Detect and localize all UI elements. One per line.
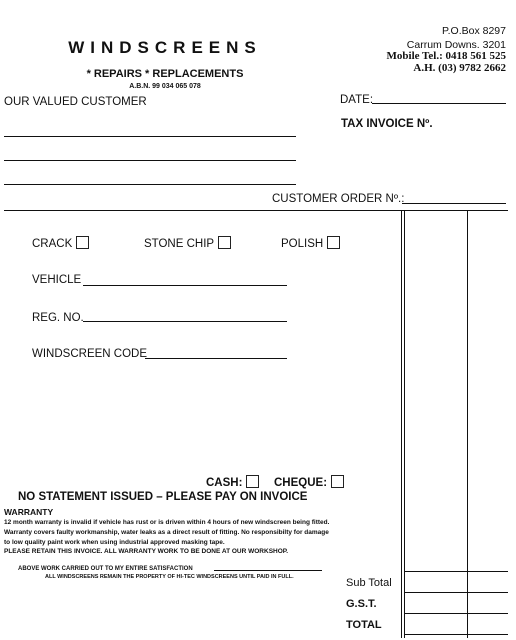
- payment-notice: NO STATEMENT ISSUED – PLEASE PAY ON INVOICE: [18, 491, 308, 503]
- reg-no-label: REG. NO.: [32, 312, 84, 324]
- satisfaction-statement: ABOVE WORK CARRIED OUT TO MY ENTIRE SATISFACTION: [18, 566, 193, 572]
- order-number-line[interactable]: [402, 203, 506, 204]
- totals-top-rule: [404, 571, 508, 572]
- cheque-label: CHEQUE:: [274, 477, 328, 489]
- polish-checkbox[interactable]: [327, 236, 340, 249]
- polish-label: POLISH: [281, 238, 324, 250]
- tax-invoice-label: TAX INVOICE Nº.: [341, 118, 433, 130]
- warranty-heading: WARRANTY: [4, 507, 54, 517]
- customer-line-1[interactable]: [4, 136, 296, 137]
- po-box: P.O.Box 8297: [441, 25, 506, 37]
- service-polish[interactable]: [281, 236, 340, 250]
- gst-rule: [404, 613, 508, 614]
- stone-chip-checkbox[interactable]: [218, 236, 231, 249]
- total-rule: [404, 634, 508, 635]
- customer-line-3[interactable]: [4, 184, 296, 185]
- reg-no-field[interactable]: [83, 321, 287, 322]
- signature-line[interactable]: [214, 570, 322, 571]
- stone-chip-label: STONE CHIP: [144, 238, 215, 250]
- subtotal-label: Sub Total: [346, 577, 392, 589]
- warranty-line-4: PLEASE RETAIN THIS INVOICE. ALL WARRANTY WORK TO BE DONE AT OUR WORKSHOP.: [4, 548, 289, 555]
- crack-checkbox[interactable]: [76, 236, 89, 249]
- crack-label: CRACK: [32, 238, 73, 250]
- column-rule-3: [467, 210, 468, 638]
- tagline: * REPAIRS * REPLACEMENTS: [86, 68, 244, 80]
- cash-label: CASH:: [206, 477, 243, 489]
- customer-line-2[interactable]: [4, 160, 296, 161]
- suburb: Carrum Downs. 3201: [406, 39, 506, 51]
- windscreen-code-label: WINDSCREEN CODE: [32, 348, 148, 360]
- service-stone-chip[interactable]: [144, 236, 231, 250]
- date-label: DATE:: [340, 94, 374, 106]
- vehicle-field[interactable]: [83, 285, 287, 286]
- cash-option[interactable]: [206, 475, 259, 489]
- after-hours-phone: A.H. (03) 9782 2662: [413, 62, 506, 74]
- vehicle-label: VEHICLE: [32, 274, 82, 286]
- company-name: WINDSCREENS: [68, 38, 262, 57]
- subtotal-rule: [404, 592, 508, 593]
- warranty-line-1: 12 month warranty is invalid if vehicle has rust or is driven within 4 hours of new windscreen being fitted.: [4, 519, 330, 526]
- total-label: TOTAL: [346, 619, 382, 631]
- cash-checkbox[interactable]: [246, 475, 259, 488]
- column-rule-1: [401, 210, 402, 638]
- order-label: CUSTOMER ORDER Nº.:: [272, 193, 405, 205]
- gst-label: G.S.T.: [346, 598, 377, 610]
- windscreen-code-field[interactable]: [145, 358, 287, 359]
- customer-label: OUR VALUED CUSTOMER: [4, 96, 147, 108]
- table-top-rule: [4, 210, 508, 211]
- cheque-checkbox[interactable]: [331, 475, 344, 488]
- warranty-line-3: to low quality paint work when using industrial approved masking tape.: [4, 539, 225, 546]
- cheque-option[interactable]: [274, 475, 344, 489]
- abn: A.B.N. 99 034 065 078: [129, 83, 201, 90]
- warranty-line-2: Warranty covers faulty workmanship, water leaks as a direct result of fitting. No responsibilty for damage: [4, 529, 329, 536]
- service-crack[interactable]: [32, 236, 89, 250]
- date-line[interactable]: [372, 103, 506, 104]
- column-rule-2: [404, 210, 405, 638]
- mobile-phone: Mobile Tel.: 0418 561 525: [386, 50, 506, 62]
- property-notice: ALL WINDSCREENS REMAIN THE PROPERTY OF HI-TEC WINDSCREENS UNTIL PAID IN FULL.: [45, 574, 294, 580]
